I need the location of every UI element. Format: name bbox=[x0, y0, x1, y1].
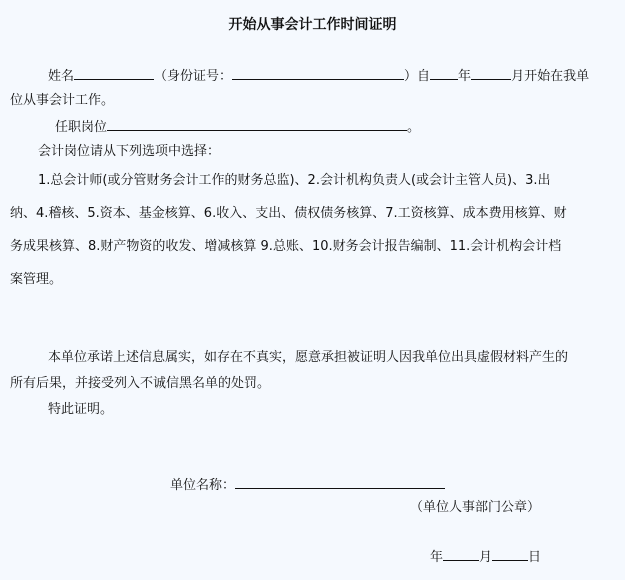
date-year-label: 年 bbox=[430, 550, 444, 565]
stamp-label: （单位人事部门公章） bbox=[410, 500, 541, 515]
date-month-blank bbox=[443, 548, 479, 561]
position-label: 任职岗位 bbox=[55, 120, 108, 135]
name-label: 姓名 bbox=[48, 69, 75, 84]
options-line-4: 案管理。 bbox=[10, 272, 63, 287]
position-line bbox=[55, 118, 420, 134]
date-month-label: 月 bbox=[479, 550, 493, 565]
date-day-blank bbox=[492, 548, 528, 561]
unit-name-line bbox=[170, 476, 445, 492]
unit-name-label: 单位名称： bbox=[170, 478, 236, 493]
position-blank bbox=[107, 118, 407, 131]
unit-name-blank bbox=[235, 476, 445, 489]
pledge-line-1: 本单位承诺上述信息属实，如存在不真实，愿意承担被证明人因我单位出具虚假材料产生的 bbox=[48, 350, 569, 365]
options-line-1: 1.总会计师(或分管财务会计工作的财务总监)、2.会计机构负责人(或会计主管人员)、3.出 bbox=[38, 173, 551, 188]
options-heading: 会计岗位请从下列选项中选择： bbox=[38, 144, 221, 159]
name-blank bbox=[74, 67, 154, 80]
date-day-label: 日 bbox=[528, 550, 542, 565]
year-label: 年 bbox=[458, 69, 472, 84]
id-close-label: ）自 bbox=[404, 69, 431, 84]
pledge-line-2: 所有后果，并接受列入不诚信黑名单的处罚。 bbox=[10, 376, 271, 391]
options-line-2: 纳、4.稽核、5.资本、基金核算、6.收入、支出、债权债务核算、7.工资核算、成本费用核算、财 bbox=[10, 206, 567, 221]
certify-text: 特此证明。 bbox=[48, 402, 114, 417]
id-number-blank bbox=[232, 67, 404, 80]
intro-line-2: 位从事会计工作。 bbox=[10, 93, 115, 108]
position-end: 。 bbox=[407, 120, 421, 135]
date-line bbox=[430, 548, 541, 564]
id-open-label: （身份证号： bbox=[154, 69, 233, 84]
year-blank bbox=[430, 67, 458, 80]
intro-line-1 bbox=[48, 67, 589, 83]
month-start-label: 月开始在我单 bbox=[511, 69, 590, 84]
document-title: 开始从事会计工作时间证明 bbox=[228, 17, 397, 33]
options-line-3: 务成果核算、8.财产物资的收发、增减核算 9.总账、10.财务会计报告编制、11.会计机构会计档 bbox=[10, 239, 562, 254]
month-blank bbox=[471, 67, 511, 80]
